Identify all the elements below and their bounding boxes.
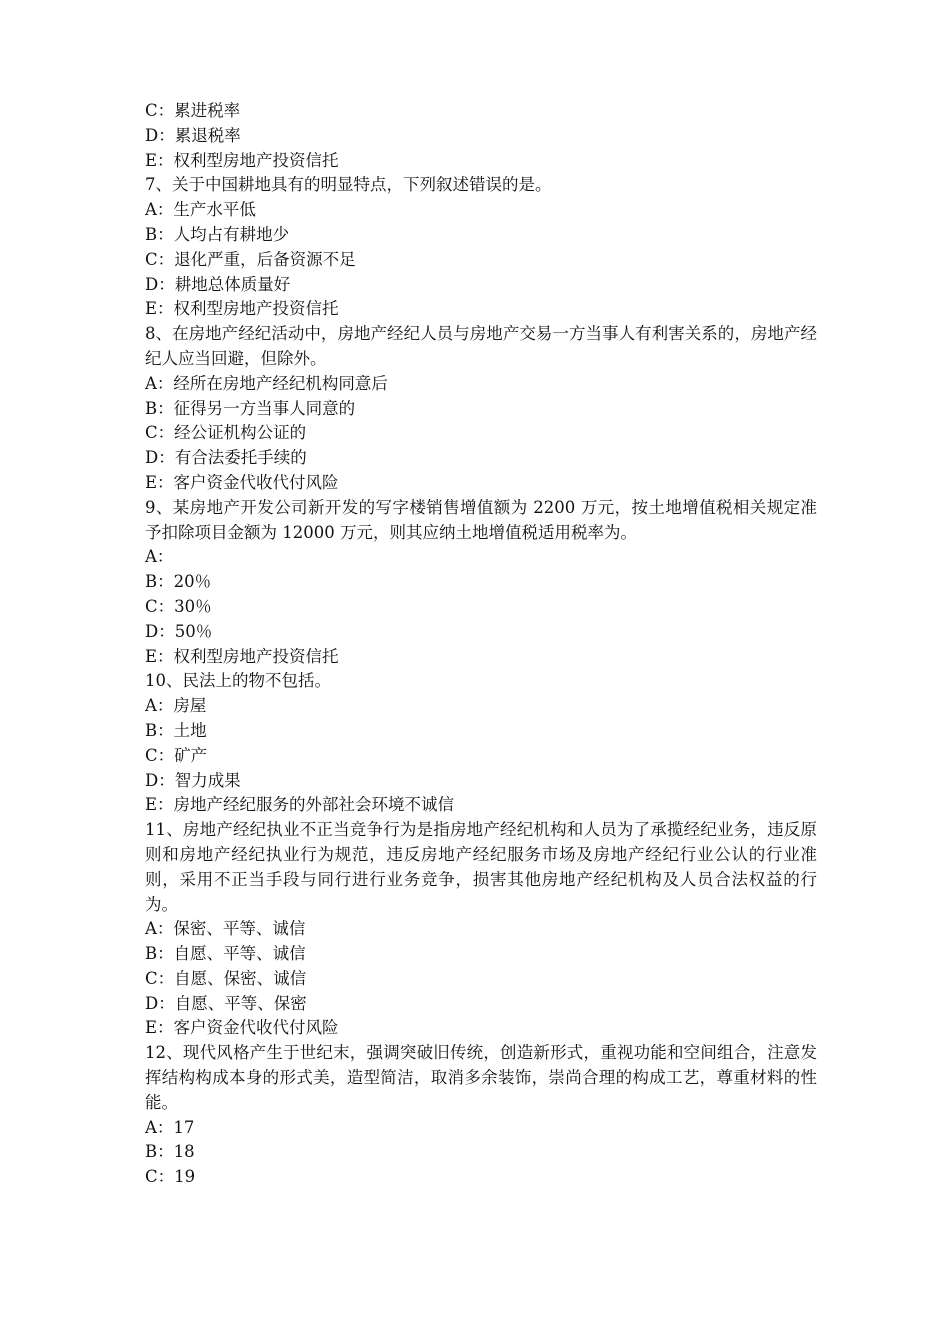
option-d-line: D：50％: [145, 621, 213, 641]
option-c-line: C：经公证机构公证的: [145, 423, 307, 443]
option-c-line: C：矿产: [145, 745, 208, 765]
question-10: 10、民法上的物不包括。: [145, 671, 331, 691]
option-a-line: A：保密、平等、诚信: [145, 919, 306, 939]
option-b-line: B：自愿、平等、诚信: [145, 944, 306, 964]
option-d-line: D：智力成果: [145, 770, 241, 790]
option-c-line: C：自愿、保密、诚信: [145, 968, 307, 988]
option-a-line: A：房屋: [145, 696, 207, 716]
question-9: 9、某房地产开发公司新开发的写字楼销售增值额为 2200 万元，按土地增值税相关规定准予扣除项目金额为 12000 万元，则其应纳土地增值税适用税率为。: [145, 497, 817, 542]
option-b-line: B：土地: [145, 720, 207, 740]
option-c-line: C：19: [145, 1167, 196, 1187]
option-e-line: E：权利型房地产投资信托: [145, 646, 339, 666]
question-8: 8、在房地产经纪活动中，房地产经纪人员与房地产交易一方当事人有利害关系的，房地产经纪人应当回避，但除外。: [145, 324, 817, 368]
option-c-line: C：退化严重，后备资源不足: [145, 249, 356, 269]
question-12: 12、现代风格产生于世纪末，强调突破旧传统，创造新形式，重视功能和空间组合，注意发挥结构构成本身的形式美，造型简洁，取消多余装饰，崇尚合理的构成工艺，尊重材料的性能。: [145, 1043, 817, 1112]
option-b-line: B：20％: [145, 572, 212, 592]
question-7: 7、关于中国耕地具有的明显特点，下列叙述错误的是。: [145, 175, 552, 195]
question-11: 11、房地产经纪执业不正当竞争行为是指房地产经纪机构和人员为了承揽经纪业务，违反原则和房地产经纪执业行为规范，违反房地产经纪服务市场及房地产经纪行业公认的行业准则，采用不正当手段与同行进行业务竞争，损害其他房地产经纪机构及人员合法权益的行为。: [145, 820, 817, 914]
option-e-line: E：权利型房地产投资信托: [145, 150, 339, 170]
option-e-line: E：客户资金代收代付风险: [145, 1018, 339, 1038]
option-b-line: B：征得另一方当事人同意的: [145, 398, 356, 418]
option-a-line: A：生产水平低: [145, 200, 256, 220]
option-d-line: D：耕地总体质量好: [145, 274, 291, 294]
option-e-line: E：房地产经纪服务的外部社会环境不诚信: [145, 795, 455, 815]
option-c-line: C：30％: [145, 596, 212, 616]
option-b-line: B：人均占有耕地少: [145, 224, 290, 244]
option-a-line: A：: [145, 547, 174, 567]
option-a-line: A：经所在房地产经纪机构同意后: [145, 373, 388, 393]
option-d-line: D：累退税率: [145, 125, 241, 145]
option-c-line: C：累进税率: [145, 101, 241, 120]
option-d-line: D：自愿、平等、保密: [145, 993, 307, 1013]
option-b-line: B：18: [145, 1142, 195, 1162]
option-e-line: E：客户资金代收代付风险: [145, 472, 339, 492]
option-a-line: A：17: [145, 1117, 195, 1137]
option-e-line: E：权利型房地产投资信托: [145, 299, 339, 319]
option-d-line: D：有合法委托手续的: [145, 448, 307, 468]
document-page: [145, 99, 817, 1190]
